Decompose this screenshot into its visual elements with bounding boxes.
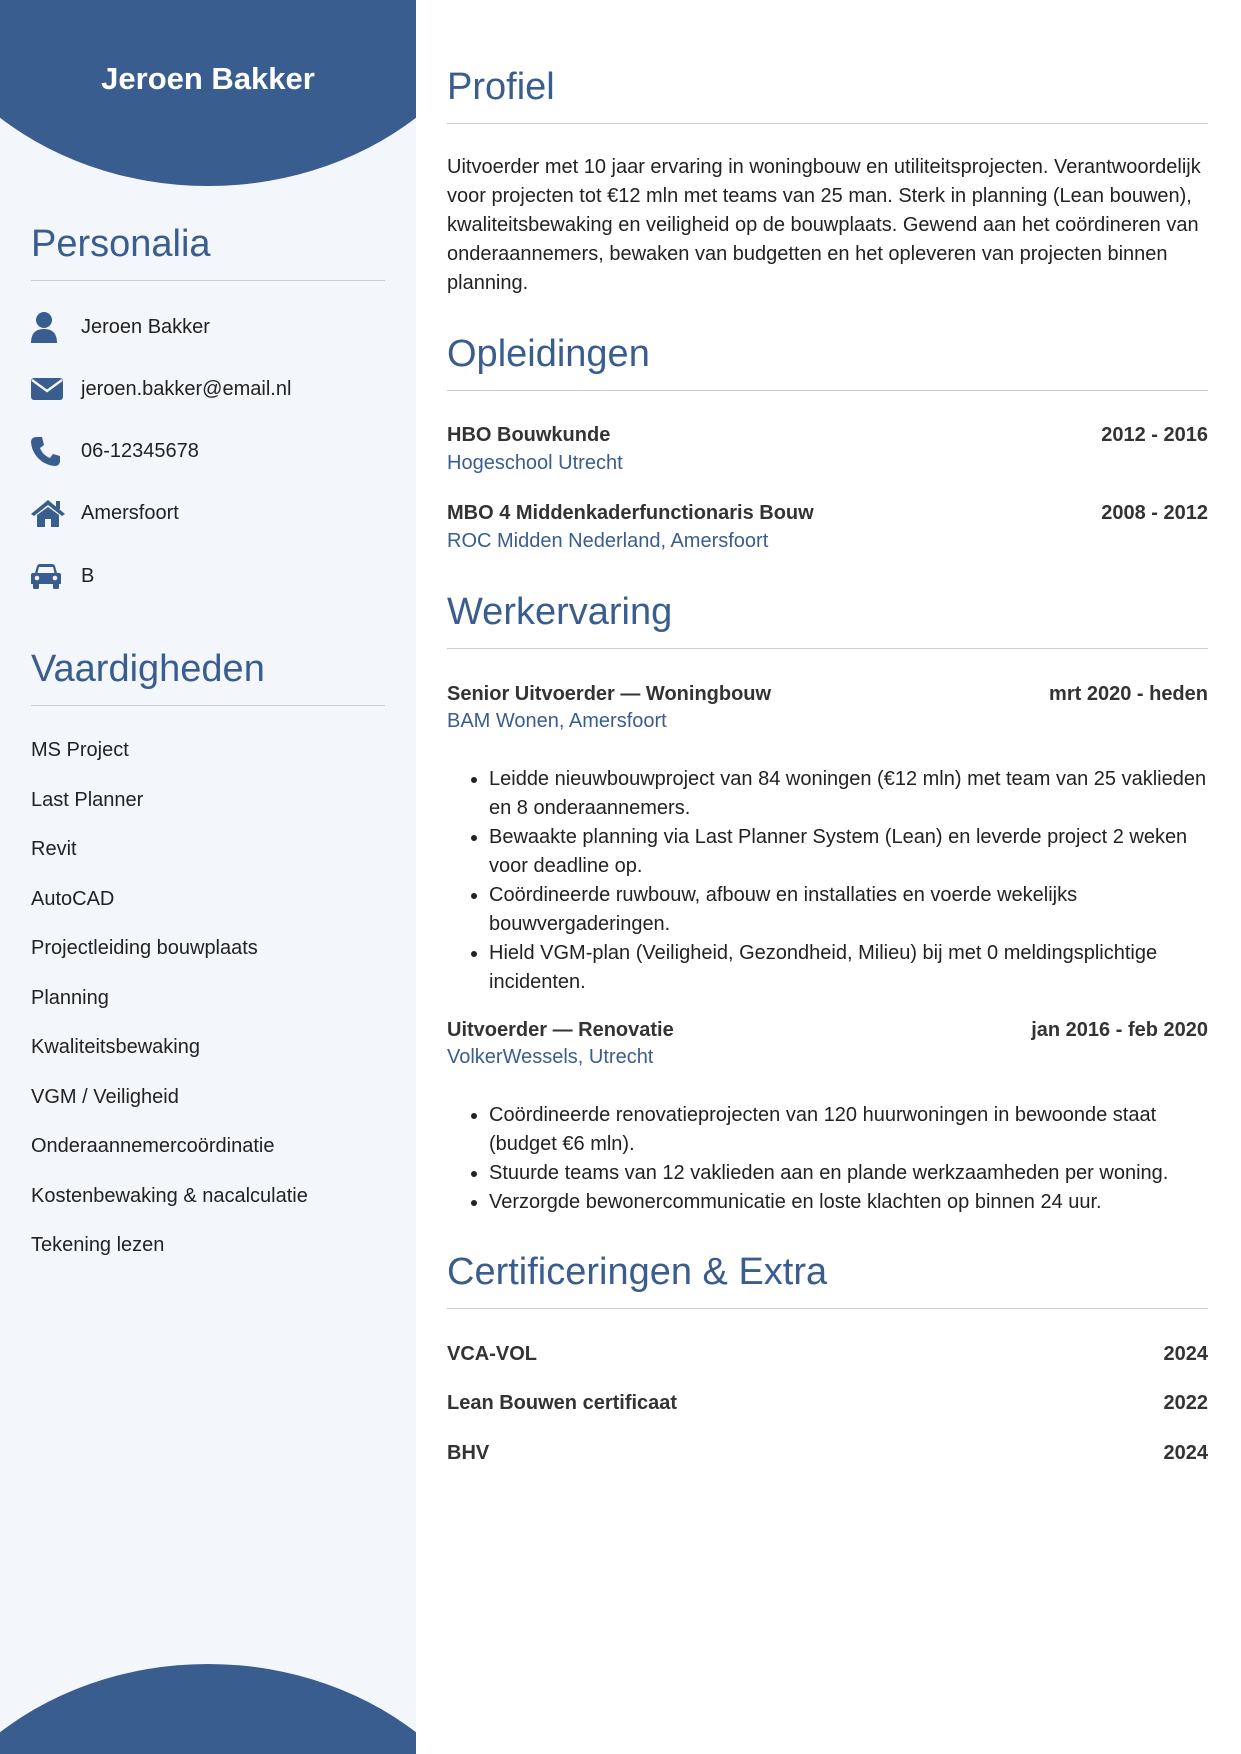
job-company: VolkerWessels, Utrecht (447, 1046, 654, 1068)
skill-item: AutoCAD (31, 888, 115, 910)
job-period: jan 2016 - feb 2020 (1031, 1018, 1208, 1041)
contact-location-text: Amersfoort (81, 501, 179, 524)
contact-license-text: B (81, 564, 95, 587)
education-title: MBO 4 Middenkaderfunctionaris Bouw (447, 501, 814, 524)
education-entry-header (447, 499, 1208, 527)
job-entry-header (447, 1016, 1208, 1044)
certification-name: VCA-VOL (447, 1342, 537, 1365)
home-icon (30, 495, 66, 531)
contact-email (30, 371, 390, 407)
certification-name: BHV (447, 1441, 490, 1464)
certification-year: 2022 (1163, 1391, 1208, 1414)
list-item: • Bewaakte planning via Last Planner System (Lean) en leverde project 2 weken voor deadline op. (489, 823, 1208, 881)
skill-item: Last Planner (31, 789, 144, 811)
contact-license (30, 558, 390, 594)
certification-year: 2024 (1163, 1342, 1208, 1365)
user-icon (30, 309, 66, 345)
education-period: 2008 - 2012 (1101, 501, 1208, 524)
profile-text: Uitvoerder met 10 jaar ervaring in woningbouw en utiliteitsprojecten. Verantwoordelijk voor projecten tot €12 mln met teams van 25 man. Sterk in planning (Lean bouwen), kwaliteitsbewaking en veiligheid op de bouwplaats. Gewend aan het coördineren van onderaannemers, bewaken van budgetten en het opleveren van projecten binnen planning. (447, 156, 1201, 294)
skill-item: Kostenbewaking & nacalculatie (31, 1185, 308, 1207)
education-school: ROC Midden Nederland, Amersfoort (447, 530, 769, 552)
contact-name (30, 309, 390, 345)
certification-row (447, 1439, 1208, 1467)
skill-item: Onderaannemercoördinatie (31, 1135, 275, 1157)
certification-year: 2024 (1163, 1441, 1208, 1464)
list-item: • Leidde nieuwbouwproject van 84 woningen (€12 mln) met team van 25 vaklieden en 8 onderaannemers. (489, 765, 1208, 823)
education-title: HBO Bouwkunde (447, 423, 611, 446)
phone-icon (30, 433, 66, 469)
list-item: • Coördineerde ruwbouw, afbouw en installaties en voerde wekelijks bouwvergaderingen. (489, 881, 1208, 939)
personalia-heading: Personalia (31, 222, 385, 281)
list-item: • Hield VGM-plan (Veiligheid, Gezondheid, Milieu) bij met 0 meldingsplichtige incidenten. (489, 939, 1208, 997)
skill-item: Revit (31, 838, 77, 860)
education-heading: Opleidingen (447, 332, 1208, 391)
certification-row (447, 1389, 1208, 1417)
candidate-name: Jeroen Bakker (101, 61, 315, 96)
education-school: Hogeschool Utrecht (447, 452, 623, 474)
experience-heading: Werkervaring (447, 590, 1208, 649)
education-entry-header (447, 421, 1208, 449)
contact-email-text: jeroen.bakker@email.nl (81, 377, 292, 400)
car-icon (30, 558, 66, 594)
certification-name: Lean Bouwen certificaat (447, 1391, 678, 1414)
education-period: 2012 - 2016 (1101, 423, 1208, 446)
list-item: • Verzorgde bewonercommunicatie en loste klachten op binnen 24 uur. (489, 1188, 1208, 1217)
job-bullets (447, 765, 1208, 997)
contact-phone-text: 06-12345678 (81, 439, 199, 462)
list-item: • Coördineerde renovatieprojecten van 120 huurwoningen in bewoonde staat (budget €6 mln). (489, 1101, 1208, 1159)
contact-name-text: Jeroen Bakker (81, 315, 210, 338)
certifications-heading: Certificeringen & Extra (447, 1250, 1208, 1309)
job-bullets (447, 1101, 1208, 1217)
skill-item: Kwaliteitsbewaking (31, 1036, 200, 1058)
sidebar (0, 0, 416, 1754)
skill-item: Tekening lezen (31, 1234, 165, 1256)
certification-row (447, 1340, 1208, 1368)
job-company: BAM Wonen, Amersfoort (447, 710, 667, 732)
skills-heading: Vaardigheden (31, 647, 385, 706)
list-item: • Stuurde teams van 12 vaklieden aan en plande werkzaamheden per woning. (489, 1159, 1208, 1188)
skill-item: Projectleiding bouwplaats (31, 937, 258, 959)
job-title: Senior Uitvoerder — Woningbouw (447, 682, 772, 705)
skill-item: Planning (31, 987, 109, 1009)
contact-phone (30, 433, 390, 469)
sidebar-bottom-arc (0, 1664, 416, 1754)
skill-item: VGM / Veiligheid (31, 1086, 179, 1108)
job-title: Uitvoerder — Renovatie (447, 1018, 674, 1041)
job-period: mrt 2020 - heden (1049, 682, 1208, 705)
envelope-icon (30, 371, 66, 407)
profile-heading: Profiel (447, 65, 1208, 124)
contact-location (30, 495, 390, 531)
skill-item: MS Project (31, 739, 129, 761)
job-entry-header (447, 680, 1208, 708)
